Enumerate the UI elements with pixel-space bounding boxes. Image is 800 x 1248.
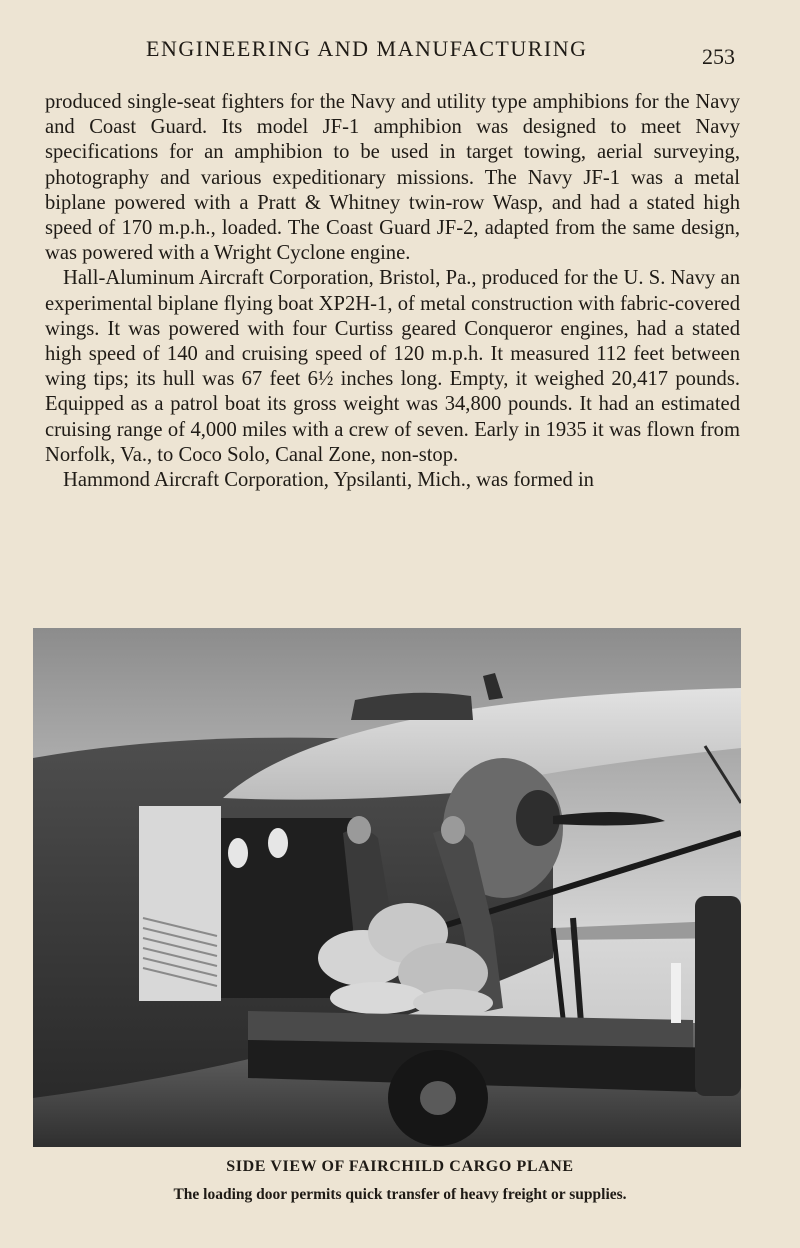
porthole bbox=[268, 828, 288, 858]
body-text bbox=[45, 90, 740, 493]
paragraph-1: produced single-seat fighters for the Navy and utility type amphibions for the Navy and Coast Guard. Its model JF-1 amphibion was designed to meet Navy specifications for an amphibion to be used in target towing, aerial surveying, photography and various expeditionary missions. The Navy JF-1 was a metal biplane powered with a Pratt & Whitney twin-row Wasp, and had a stated high speed of 170 m.p.h., loaded. The Coast Guard JF-2, adapted from the same design, was powered with a Wright Cyclone engine. bbox=[45, 91, 740, 265]
wheel-hub bbox=[420, 1081, 456, 1115]
photo-illustration bbox=[33, 628, 741, 1147]
page-number: 253 bbox=[702, 44, 735, 69]
worker-head bbox=[441, 816, 465, 844]
porthole bbox=[228, 838, 248, 868]
paragraph-3: Hammond Aircraft Corporation, Ypsilanti, Mich., was formed in bbox=[63, 469, 594, 492]
paragraph-2: Hall-Aluminum Aircraft Corporation, Bristol, Pa., produced for the U. S. Navy an experimental biplane flying boat XP2H-1, of metal construction with fabric-covered wings. It was powered with four Curtiss geared Conqueror engines, had a stated high speed of 140 and cruising speed of 120 m.p.h. It measured 112 feet between wing tips; its hull was 67 feet 6½ inches long. Empty, it weighed 20,417 pounds. Equipped as a patrol boat its gross weight was 34,800 pounds. It had an estimated cruising range of 4,000 miles with a crew of seven. Early in 1935 it was flown from Norfolk, Va., to Coco Solo, Canal Zone, non-stop. bbox=[45, 267, 740, 466]
cargo-door bbox=[139, 806, 221, 1001]
running-head bbox=[0, 36, 800, 69]
worker-head bbox=[347, 816, 371, 844]
figure-caption-text: The loading door permits quick transfer of heavy freight or supplies. bbox=[173, 1186, 627, 1203]
post bbox=[671, 963, 681, 1023]
cargo-plane-photo bbox=[33, 628, 741, 1147]
figure-caption-title: SIDE VIEW OF FAIRCHILD CARGO PLANE bbox=[226, 1158, 574, 1175]
truck-cab bbox=[695, 896, 741, 1096]
running-title: ENGINEERING AND MANUFACTURING bbox=[146, 36, 588, 61]
